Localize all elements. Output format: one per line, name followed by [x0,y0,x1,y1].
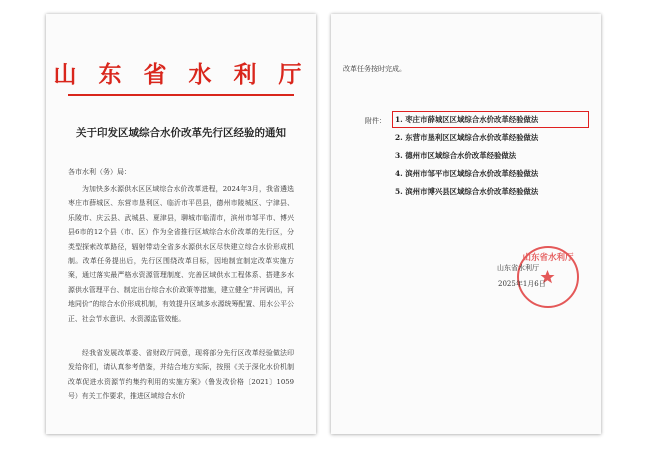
agency-header: 山 东 省 水 利 厅 [53,61,309,88]
official-seal [517,246,579,308]
attachment-item: 5. 滨州市博兴县区域综合水价改革经验做法 [395,187,539,196]
attachment-item: 4. 滨州市邹平市区域综合水价改革经验做法 [395,169,539,178]
attachment-highlight-box [392,111,589,128]
signer-name: 山东省水利厅 [497,264,539,272]
document-date: 2025年1月6日 [498,280,546,288]
attachment-label: 附件： [365,117,386,125]
seal-text: 山东省水利厅 [522,253,574,263]
attachment-item: 2. 东营市垦利区区域综合水价改革经验做法 [395,133,539,142]
right-document-page [331,14,601,434]
attachment-item: 3. 德州市区域综合水价改革经验做法 [395,151,517,160]
salutation: 各市水利（务）局： [68,168,131,176]
body-paragraph-2: 经我省发展改革委、省财政厅同意，现将部分先行区改革经验做法印发给你们，请认真参考借鉴，并结合地方实际，按照《关于深化水价机制改革促进水资源节约集约利用的实施方案》（鲁发改价格〔2021〕1059号）有关工作要求，推进区域综合水价 [68,349,294,401]
attachment-item: 1. 枣庄市薛城区区域综合水价改革经验做法 [395,115,539,124]
document-title: 关于印发区域综合水价改革先行区经验的通知 [76,127,286,139]
carry-over-text: 改革任务按时完成。 [343,65,406,73]
red-header-rule [68,94,294,96]
body-paragraph-1: 为加快多水源供水区区域综合水价改革进程，2024年3月，我省遴选枣庄市薛城区、东营市垦利区、临沂市平邑县，德州市陵城区、宁津县、乐陵市、庆云县、武城县、夏津县，聊城市临清市，滨州市邹平市、博兴县6市的12个县（市、区）作为全省推行区域综合水价改革的先行区，分类型探索改革路径，辐射带动全省多水源供水区尽快建立综合水价形成机制。改革任务提出后，先行区围绕改革目标，因地制宜制定改革实施方案，通过落实最严格水资源管理制度、完善区域供水工程体系、搭建多水源供水管理平台、制定出台综合水价政策等措施，建立健全“井河调出，河地同价”的综合水价形成机制，有效提升区域多水源统筹配置、用水公平公正、社会节水意识、水资源监管效能。 [68,185,294,323]
left-document-page [46,14,316,434]
